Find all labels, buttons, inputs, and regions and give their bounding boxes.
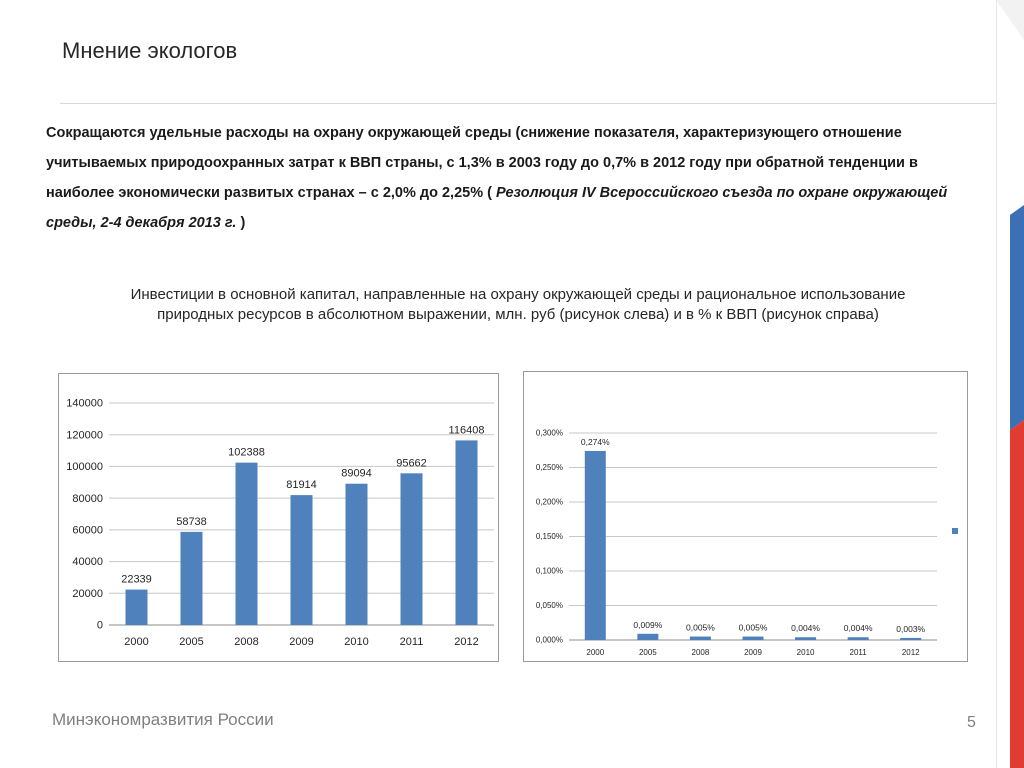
bar-2011 xyxy=(401,473,423,625)
footer-organization: Минэкономразвития России xyxy=(52,710,274,729)
page-number: 5 xyxy=(967,714,976,731)
x-tick-label-2012: 2012 xyxy=(901,648,920,657)
y-tick-label: 0,250% xyxy=(535,463,563,473)
bar-2011 xyxy=(848,637,869,640)
bar-2005 xyxy=(181,532,203,625)
blue-stripe xyxy=(1010,205,1024,430)
data-label-2000: 0,274% xyxy=(580,436,610,447)
data-label-2008: 102388 xyxy=(228,446,265,459)
y-tick-label: 140000 xyxy=(66,397,103,410)
y-tick-label: 20000 xyxy=(72,587,103,600)
statement-closing: ) xyxy=(240,215,246,231)
data-label-2011: 0,004% xyxy=(843,623,873,634)
data-label-2010: 0,004% xyxy=(791,623,820,634)
chart-percent-gdp xyxy=(524,372,967,661)
bar-2000 xyxy=(585,451,606,640)
data-label-2005: 0,009% xyxy=(633,619,663,630)
legend-marker xyxy=(952,528,958,534)
bar-2010 xyxy=(795,637,816,640)
data-label-2008: 0,005% xyxy=(686,622,715,633)
main-statement xyxy=(46,118,966,238)
chart-percent-frame xyxy=(523,371,968,662)
y-tick-label: 0,300% xyxy=(535,428,563,438)
title-divider xyxy=(60,103,996,104)
x-tick-label-2012: 2012 xyxy=(454,636,479,648)
bar-2008 xyxy=(690,637,711,640)
charts-caption xyxy=(60,285,976,325)
bar-2005 xyxy=(637,634,658,640)
x-tick-label-2000: 2000 xyxy=(586,648,605,657)
statement-text: Сокращаются удельные расходы на охрану окружающей среды (снижение показателя, характеризующего отношение учитываемых природоохранных затрат к ВВП страны, с 1,3% в 2003 году до 0,7% в 2012 году при обратной тенденции в наиболее экономически развитых странах – с 2,0% до 2,25% ( xyxy=(46,125,918,201)
y-tick-label: 0,100% xyxy=(535,566,563,576)
data-label-2012: 116408 xyxy=(448,424,485,437)
bar-2009 xyxy=(291,495,313,625)
bar-2010 xyxy=(346,484,368,625)
x-tick-label-2005: 2005 xyxy=(179,636,204,648)
data-label-2011: 95662 xyxy=(396,457,427,470)
x-tick-label-2008: 2008 xyxy=(234,636,259,648)
data-label-2009: 81914 xyxy=(286,479,317,492)
flag-stripes-decoration xyxy=(996,0,1024,768)
x-tick-label-2011: 2011 xyxy=(849,648,867,657)
data-label-2000: 22339 xyxy=(121,573,152,586)
x-tick-label-2000: 2000 xyxy=(124,636,149,648)
data-label-2010: 89094 xyxy=(341,467,372,480)
citation-text: Резолюция IV Всероссийского съезда по охране окружающей среды, 2-4 декабря 2013 г. xyxy=(46,185,948,231)
y-tick-label: 120000 xyxy=(66,429,103,442)
y-tick-label: 0,150% xyxy=(535,532,563,542)
y-tick-label: 0,000% xyxy=(535,635,563,645)
chart-absolute-investment xyxy=(59,374,498,661)
data-label-2009: 0,005% xyxy=(738,622,768,633)
data-label-2012: 0,003% xyxy=(896,623,926,634)
bar-2008 xyxy=(236,463,258,625)
y-tick-label: 60000 xyxy=(72,524,103,537)
x-tick-label-2010: 2010 xyxy=(796,648,815,657)
y-tick-label: 40000 xyxy=(72,556,103,569)
x-tick-label-2009: 2009 xyxy=(289,636,314,648)
data-label-2005: 58738 xyxy=(176,515,207,528)
x-tick-label-2005: 2005 xyxy=(638,648,657,657)
x-tick-label-2011: 2011 xyxy=(399,636,424,648)
y-tick-label: 0,050% xyxy=(535,601,563,611)
y-tick-label: 0 xyxy=(96,619,103,632)
bar-2009 xyxy=(743,637,764,640)
x-tick-label-2010: 2010 xyxy=(344,636,369,648)
bar-2012 xyxy=(456,440,478,625)
y-tick-label: 100000 xyxy=(66,461,103,474)
caption-line-1: Инвестиции в основной капитал, направленные на охрану окружающей среды и рациональное использование xyxy=(130,286,906,303)
y-tick-label: 80000 xyxy=(72,492,103,505)
caption-line-2: природных ресурсов в абсолютном выражении, млн. руб (рисунок слева) и в % к ВВП (рисунок справа) xyxy=(157,306,879,323)
y-tick-label: 0,200% xyxy=(535,497,563,507)
red-stripe xyxy=(1010,420,1024,768)
x-tick-label-2009: 2009 xyxy=(744,648,762,657)
x-tick-label-2008: 2008 xyxy=(691,648,710,657)
bar-2000 xyxy=(126,590,148,625)
slide-title: Мнение экологов xyxy=(62,38,238,63)
chart-absolute-frame xyxy=(58,373,499,662)
bar-2012 xyxy=(900,638,921,640)
